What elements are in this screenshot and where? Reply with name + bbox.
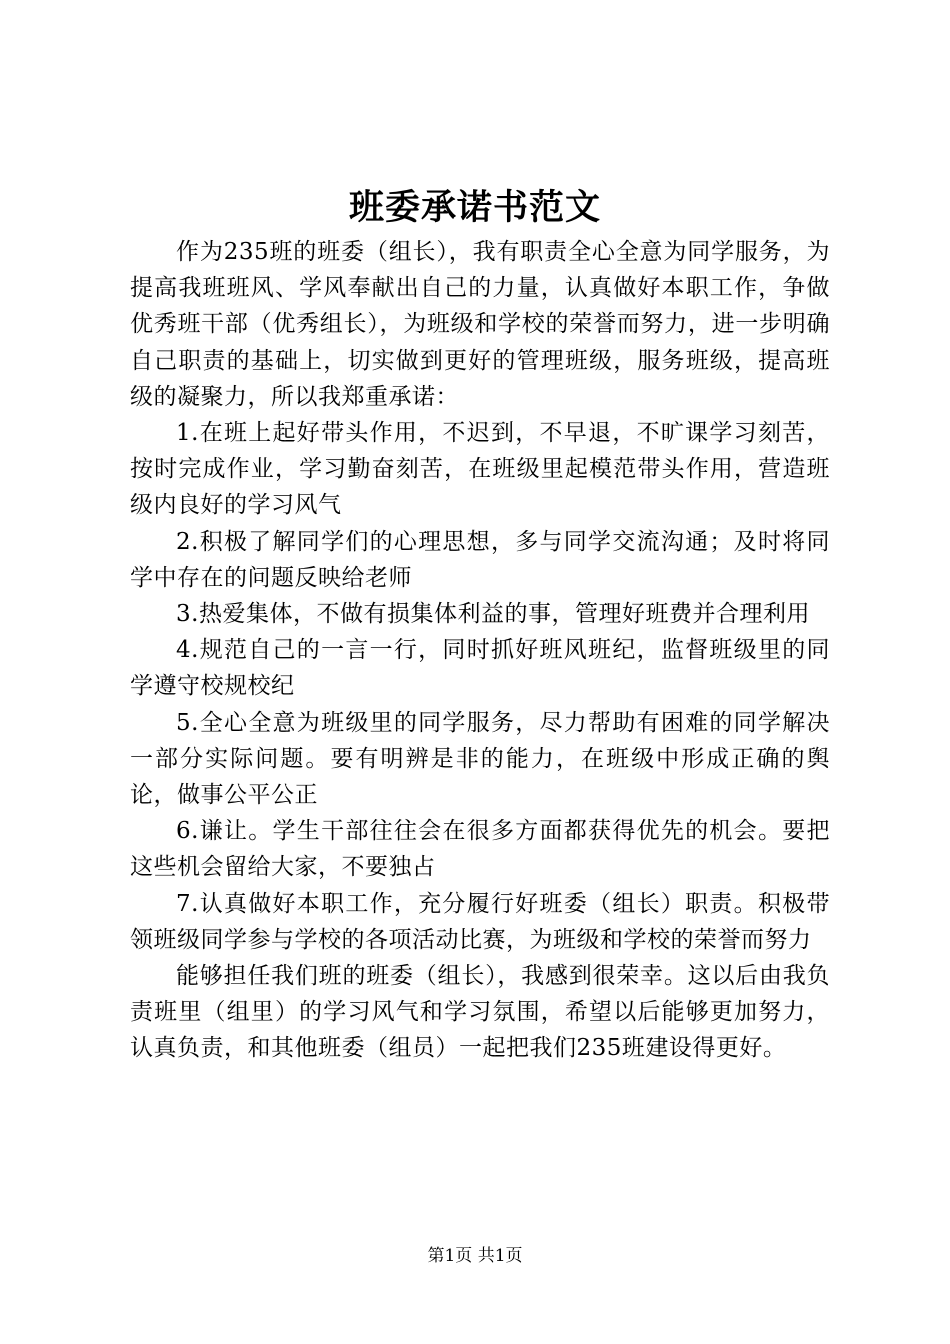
- commitment-item-5: 5.全心全意为班级里的同学服务，尽力帮助有困难的同学解决一部分实际问题。要有明辨是非的能力，在班级中形成正确的舆论，做事公平公正: [130, 709, 830, 809]
- commitment-item-6: 6.谦让。学生干部往往会在很多方面都获得优先的机会。要把这些机会留给大家，不要独占: [130, 818, 830, 881]
- commitment-item-2: 2.积极了解同学们的心理思想，多与同学交流沟通；及时将同学中存在的问题反映给老师: [130, 528, 830, 591]
- document-body: [130, 234, 830, 1067]
- page-number-footer: 第1页 共1页: [427, 1246, 523, 1266]
- document-title: 班委承诺书范文: [348, 187, 601, 228]
- intro-paragraph: 作为235班的班委（组长），我有职责全心全意为同学服务，为提高我班班风、学风奉献出自己的力量，认真做好本职工作，争做优秀班干部（优秀组长），为班级和学校的荣誉而努力，进一步明确自己职责的基础上，切实做到更好的管理班级，服务班级，提高班级的凝聚力，所以我郑重承诺：: [130, 239, 830, 410]
- commitment-item-7: 7.认真做好本职工作，充分履行好班委（组长）职责。积极带领班级同学参与学校的各项活动比赛，为班级和学校的荣誉而努力: [130, 890, 830, 953]
- closing-paragraph: 能够担任我们班的班委（组长），我感到很荣幸。这以后由我负责班里（组里）的学习风气和学习氛围，希望以后能够更加努力，认真负责，和其他班委（组员）一起把我们235班建设得更好。: [130, 963, 830, 1062]
- commitment-item-1: 1.在班上起好带头作用，不迟到，不早退，不旷课学习刻苦，按时完成作业，学习勤奋刻苦，在班级里起模范带头作用，营造班级内良好的学习风气: [130, 420, 830, 519]
- commitment-item-4: 4.规范自己的一言一行，同时抓好班风班纪，监督班级里的同学遵守校规校纪: [130, 637, 830, 700]
- commitment-item-3: 3.热爱集体，不做有损集体利益的事，管理好班费并合理利用: [176, 601, 810, 628]
